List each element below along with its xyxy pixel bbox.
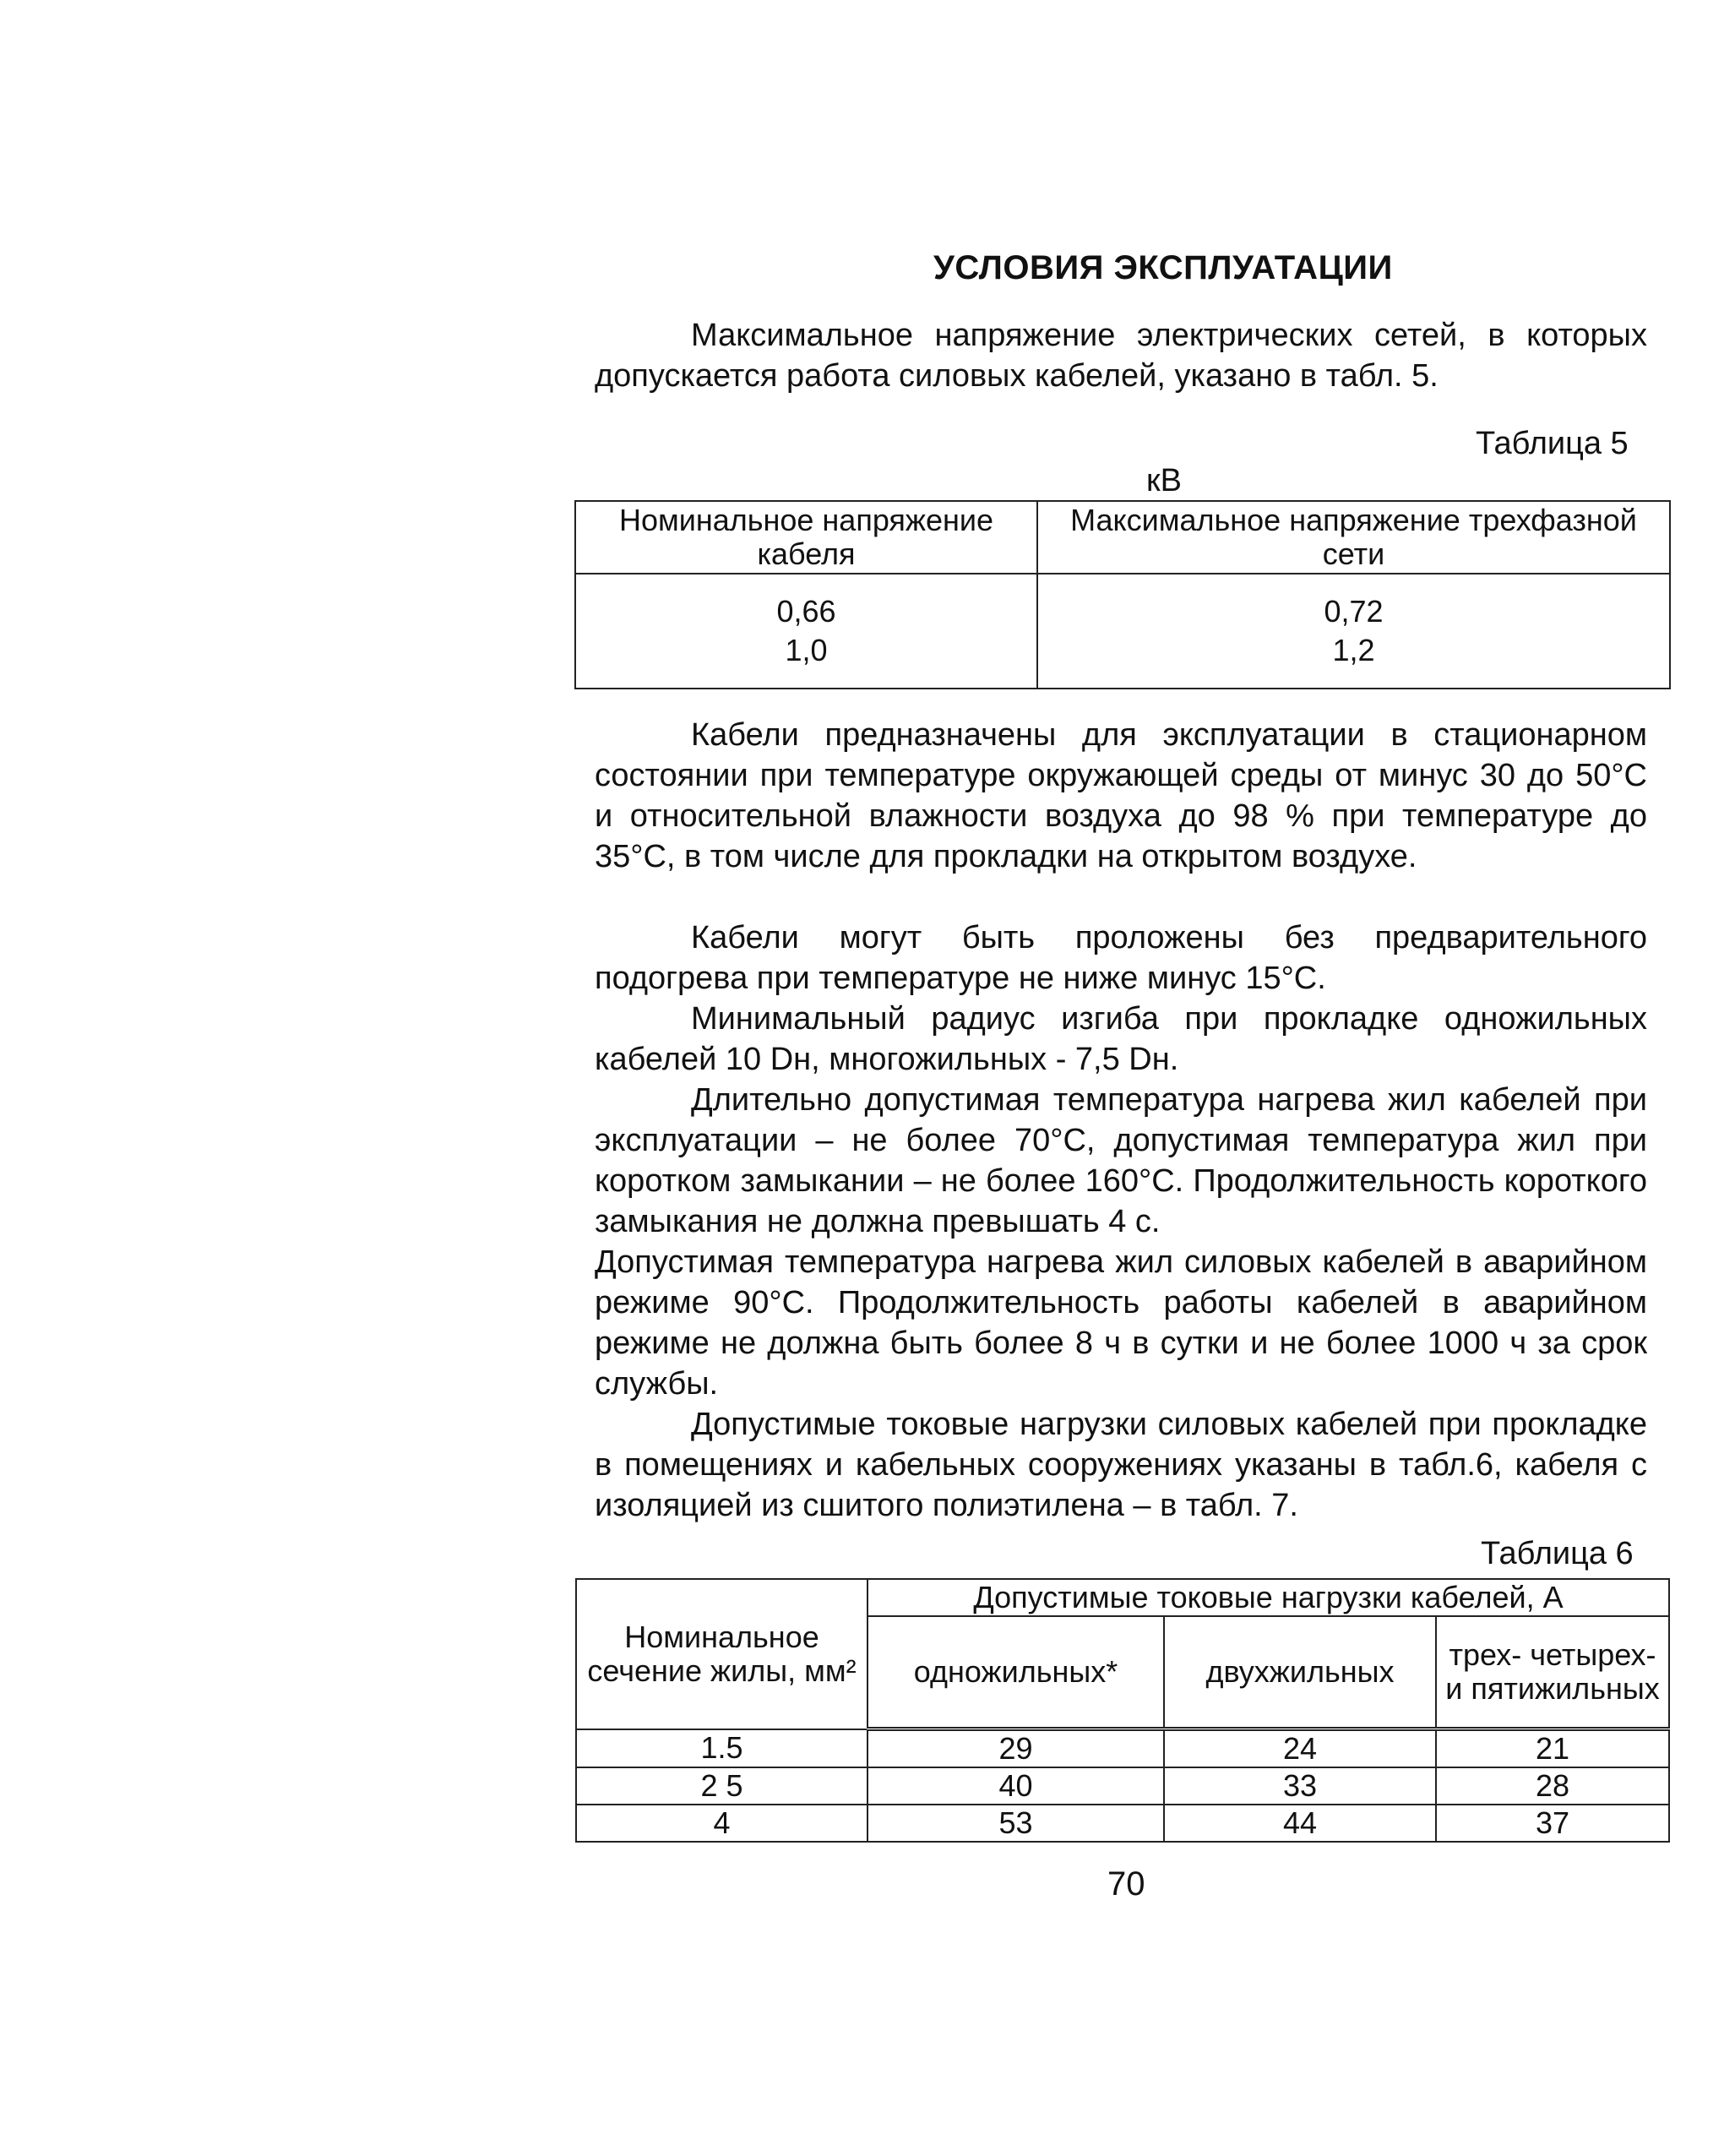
paragraph-emergency-mode: Допустимая температура нагрева жил силовых кабелей в аварийном режиме 90°С. Продолжительность работы кабелей в аварийном режиме не должна быть более 8 ч в сутки и не более 1000 ч за срок службы. (595, 1244, 1647, 1402)
table-row (576, 1729, 1669, 1768)
table6-header-double: двухжильных (1164, 1616, 1436, 1729)
table5-header-nominal: Номинальное напряжение кабеля (575, 501, 1037, 574)
table6-cell-multi: 28 (1436, 1767, 1669, 1805)
paragraph-bend-radius: Минимальный радиус изгиба при прокладке одножильных кабелей 10 Dн, многожильных - 7,5 Dн. (595, 1001, 1647, 1077)
paragraph-current-loads: Допустимые токовые нагрузки силовых кабелей при прокладке в помещениях и кабельных сооружениях указаны в табл.6, кабеля с изоляцией из сшитого полиэтилена – в табл. 7. (595, 1407, 1647, 1523)
table6-cell-single: 53 (868, 1805, 1164, 1842)
table5-cell: 1,0 (785, 633, 828, 667)
table6-cell-single: 40 (868, 1767, 1164, 1805)
table5-col-max (1037, 574, 1670, 689)
table6-header-multi: трех- четырех- и пятижильных (1436, 1616, 1669, 1729)
current-load-table (575, 1578, 1670, 1843)
table6-cell-single: 29 (868, 1729, 1164, 1768)
table6-cell-double: 44 (1164, 1805, 1436, 1842)
table6-caption: Таблица 6 (1481, 1536, 1634, 1571)
section-title: УСЛОВИЯ ЭКСПЛУАТАЦИИ (933, 249, 1393, 286)
table5-cell: 1,2 (1332, 633, 1375, 667)
page-number: 70 (1107, 1865, 1145, 1903)
table-row (576, 1805, 1669, 1842)
table6-header-group: Допустимые токовые нагрузки кабелей, А (868, 1579, 1669, 1616)
table6-cell-double: 24 (1164, 1729, 1436, 1768)
intro-paragraph: Максимальное напряжение электрических сетей, в которых допускается работа силовых кабелей, указано в табл. 5. (595, 318, 1647, 394)
table6-cell-section: 1.5 (576, 1729, 868, 1768)
table6-cell-double: 33 (1164, 1767, 1436, 1805)
table6-cell-multi: 21 (1436, 1729, 1669, 1768)
table6-header-single: одножильных* (868, 1616, 1164, 1729)
paragraph-heating-temperature: Длительно допустимая температура нагрева жил кабелей при эксплуатации – не более 70°С, допустимая температура жил при коротком замыкании – не более 160°С. Продолжительность короткого замыкания не должна превышать 4 с. (595, 1082, 1647, 1239)
paragraph-operating-conditions: Кабели предназначены для эксплуатации в стационарном состоянии при температуре окружающей среды от минус 30 до 50°С и относительной влажности воздуха до 98 % при температуре до 35°С, в том числе для прокладки на открытом воздухе. (595, 717, 1647, 874)
table5-header-max: Максимальное напряжение трехфазной сети (1037, 501, 1670, 574)
table6-header-section: Номинальное сечение жилы, мм² (576, 1579, 868, 1729)
table-row (576, 1767, 1669, 1805)
table6-cell-section: 2 5 (576, 1767, 868, 1805)
table5-cell: 0,72 (1324, 594, 1384, 629)
table5-col-nominal (575, 574, 1037, 689)
table5-unit: кВ (1146, 463, 1182, 498)
table5-caption: Таблица 5 (1476, 426, 1629, 461)
voltage-table (574, 500, 1671, 689)
table6-cell-section: 4 (576, 1805, 868, 1842)
table6-cell-multi: 37 (1436, 1805, 1669, 1842)
paragraph-laying-temperature: Кабели могут быть проложены без предварительного подогрева при температуре не ниже минус 15°С. (595, 920, 1647, 996)
table5-cell: 0,66 (776, 594, 836, 629)
